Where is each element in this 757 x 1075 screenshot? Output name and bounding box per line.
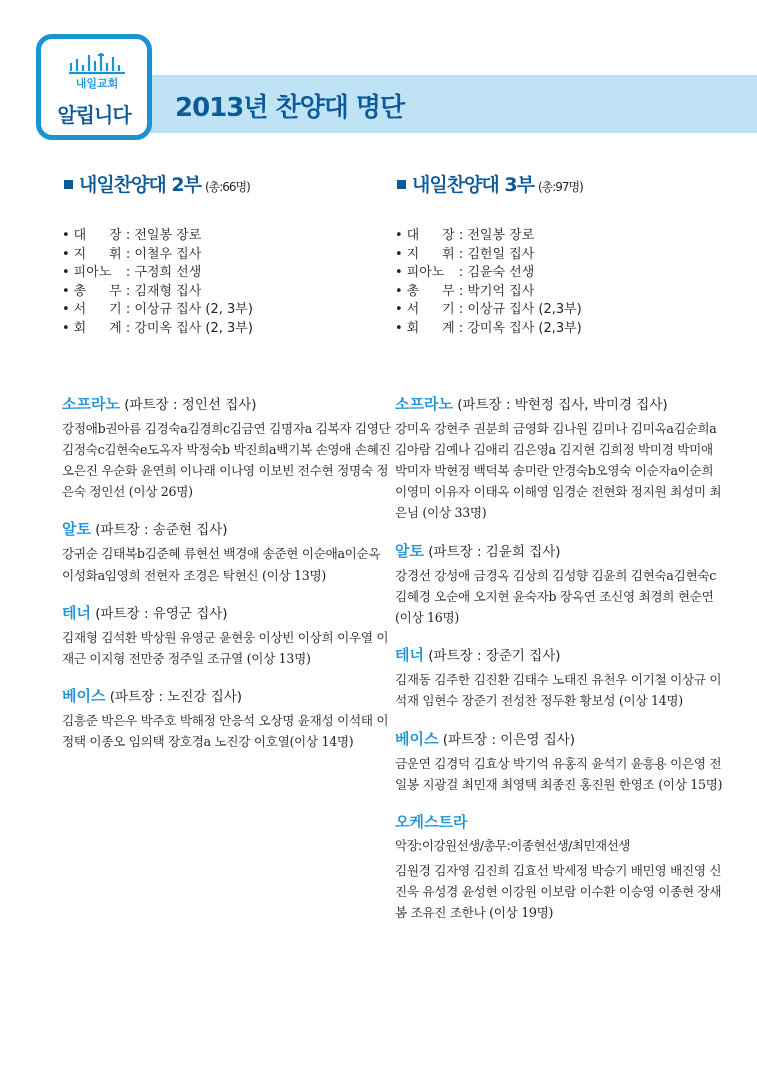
officer-row: • 회 계 : 강미옥 집사 (2,3부) [395, 320, 582, 336]
choir-column-2 [62, 170, 392, 753]
member-list: 김흥준 박은우 박주호 박해정 안응석 오상명 윤재성 이석태 이정택 이종오 임의택 장호경a 노진강 이호열(이상 14명) [62, 713, 389, 750]
section-leader: (파트장 : 박현정 집사, 박미경 집사) [457, 396, 668, 413]
section-leader: (파트장 : 송준현 집사) [95, 522, 228, 539]
section-alto [62, 518, 392, 585]
member-list: 김재동 김주한 김진환 김태수 노태진 유천우 이기철 이상규 이석재 임현수 장준기 전성찬 정두환 황보성 (이상 14명) [395, 672, 722, 709]
officer-row: • 회 계 : 강미옥 집사 (2, 3부) [62, 320, 253, 336]
section-name: 베이스 [395, 729, 439, 748]
square-bullet-icon [397, 180, 406, 189]
choir-title: 내일찬양대 2부 (총:66명) [62, 170, 392, 197]
choir-total: (총:97명) [537, 180, 583, 194]
member-list: 김원경 김자영 김진희 김효선 박세정 박승기 배민영 배진영 신진욱 유성경 윤성현 이강원 이보람 이수환 이승영 이종현 장새봄 조유진 조한나 (이상 19명) [395, 863, 722, 921]
officer-row: • 총 무 : 박기억 집사 [395, 283, 535, 299]
section-leader: (파트장 : 이은영 집사) [442, 731, 576, 748]
officer-row: • 서 기 : 이상규 집사 (2,3부) [395, 302, 582, 318]
member-list: 강귀순 김태복b김준혜 류현선 백경애 송준현 이순애a이순옥 이성화a임영희 전현자 조경은 탁현신 (이상 13명) [62, 546, 381, 583]
officer-row: • 대 장 : 전일봉 장로 [62, 228, 202, 243]
officer-row: • 피아노 : 김윤숙 선생 [395, 265, 535, 281]
officer-row: • 지 휘 : 이철우 집사 [62, 246, 202, 262]
page-title: 2013년 찬양대 명단 [175, 93, 405, 123]
officer-list [395, 227, 725, 339]
church-logo-icon [67, 49, 127, 91]
section-tenor [395, 644, 725, 711]
section-leader: (파트장 : 정인선 집사) [124, 396, 257, 413]
officer-row: • 피아노 : 구정희 선생 [62, 265, 202, 281]
officer-row: • 지 휘 : 김헌일 집사 [395, 246, 535, 262]
notice-label: 알립니다 [57, 103, 131, 127]
section-orchestra [395, 811, 725, 924]
member-list: 금운연 김경덕 김효상 박기억 유홍직 윤석기 윤흥용 이은영 전일봉 지광걸 최민재 최영택 최종진 홍진원 한영조 (이상 15명) [395, 755, 723, 792]
section-tenor [62, 602, 392, 669]
section-name: 알토 [395, 541, 424, 560]
section-alto [395, 540, 725, 629]
square-bullet-icon [64, 180, 73, 189]
section-name: 소프라노 [62, 394, 120, 413]
section-soprano [62, 393, 392, 503]
section-bass [395, 728, 725, 795]
section-name: 테너 [62, 603, 91, 622]
orchestra-officers: 악장:이강원선생/총무:이종현선생/최민재선생 [395, 838, 630, 853]
section-leader: (파트장 : 노진강 집사) [109, 689, 243, 706]
logo-text: 내일교회 [75, 77, 119, 90]
officer-row: • 대 장 : 전일봉 장로 [395, 228, 535, 243]
member-list: 강미옥 강현주 권분희 금영화 김나원 김미나 김미옥a김순희a김아람 김예나 김애리 김은영a 김지현 김희정 박미경 박미애 박미자 박현정 백덕복 송미란 안경숙b오영숙 이순자a이순희 이영미 이유자 이태옥 이해영 임경순 전현화 정지원 최성미 최은님 (이상 33명) [395, 420, 722, 521]
member-list: 강경선 강성애 금경옥 김상희 김성향 김윤희 김현숙a김현숙c김혜경 오순애 오지현 윤숙자b 장옥연 조신영 최경희 현순연 (이상 16명) [395, 567, 716, 625]
choir-total: (총:66명) [204, 180, 250, 194]
section-name: 베이스 [62, 687, 106, 706]
officer-row: • 총 무 : 김재형 집사 [62, 283, 202, 299]
section-leader: (파트장 : 장준기 집사) [428, 648, 561, 665]
section-name: 소프라노 [395, 394, 453, 413]
member-list: 강정애b권아름 김경숙a김경희c김금연 김명자a 김복자 김영단 김정숙c김현숙e도옥자 박정숙b 박진희a백기복 손영애 손혜진 오은진 우순화 윤연희 이나래 이나영 이보빈 전수현 정명숙 정은숙 정인선 (이상 26명) [62, 420, 391, 500]
section-leader: (파트장 : 유영군 집사) [95, 605, 228, 622]
member-list: 김재형 김석환 박상원 유영군 윤현웅 이상빈 이상희 이우열 이재근 이지형 전만중 정주일 조규열 (이상 13명) [62, 629, 389, 666]
officer-row: • 서 기 : 이상규 집사 (2, 3부) [62, 302, 253, 318]
section-soprano [395, 393, 725, 524]
section-name: 테너 [395, 646, 424, 665]
section-leader: (파트장 : 김윤희 집사) [428, 543, 561, 560]
choir-title: 내일찬양대 3부 (총:97명) [395, 170, 725, 197]
notice-badge [36, 34, 152, 140]
section-name: 오케스트라 [395, 813, 468, 831]
choir-column-3 [395, 170, 725, 924]
section-name: 알토 [62, 520, 91, 539]
section-bass [62, 685, 392, 752]
officer-list [62, 227, 392, 339]
